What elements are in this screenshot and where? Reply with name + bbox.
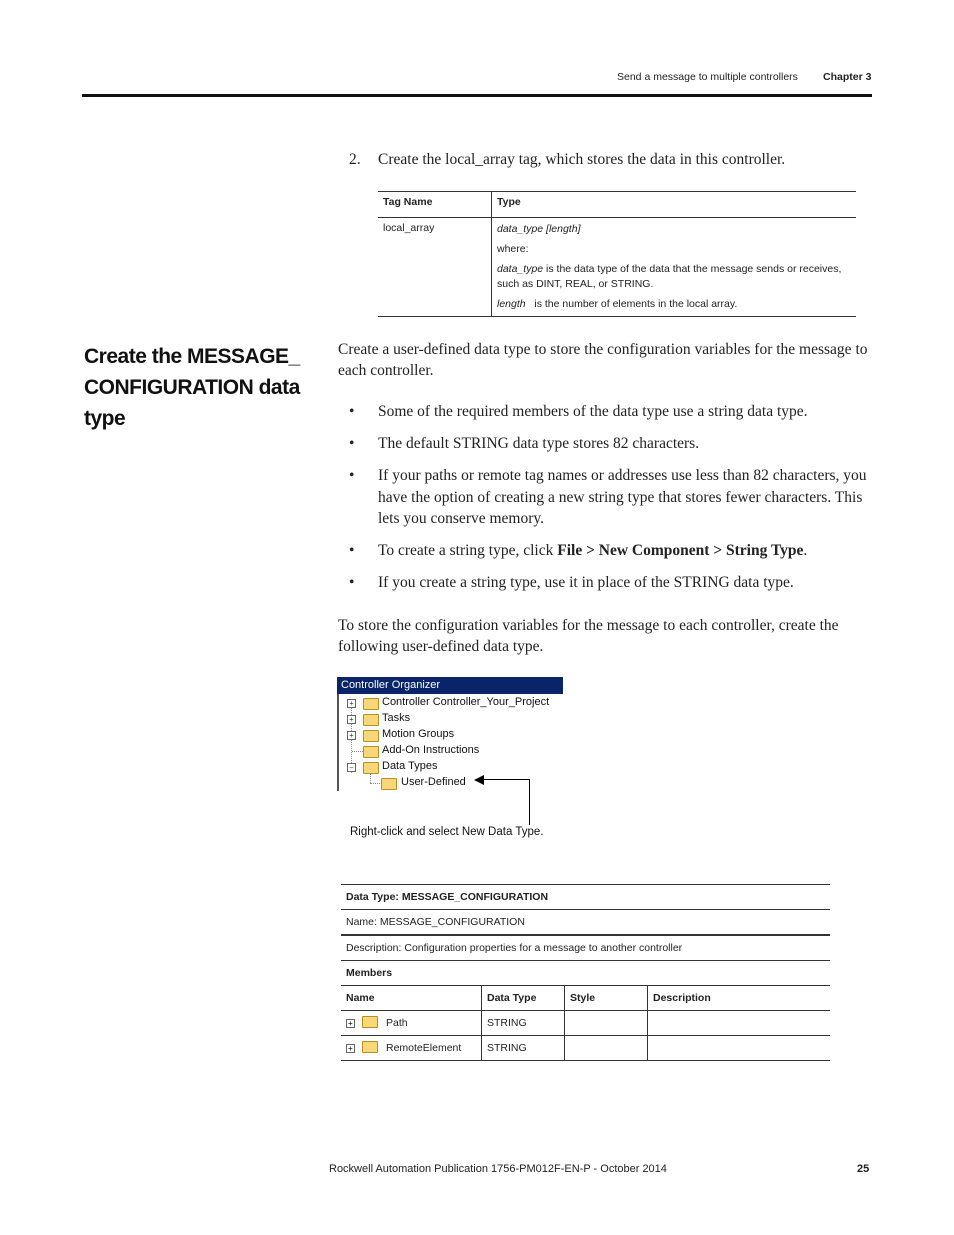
bullet-dot: • — [349, 574, 355, 591]
col-name: Name — [341, 986, 482, 1011]
bullet-prefix: To create a string type, click — [378, 542, 558, 559]
running-header-section: Send a message to multiple controllers — [617, 71, 798, 83]
tag-name-cell: local_array — [378, 218, 492, 317]
expand-icon[interactable]: + — [346, 1044, 355, 1053]
bullet-text: Some of the required members of the data type use a string data type. — [378, 403, 808, 420]
folder-icon — [363, 714, 379, 726]
bullet-suffix: . — [803, 542, 808, 559]
step-text: Create the local_array tag, which stores the data in this controller. — [378, 151, 786, 168]
member-name: RemoteElement — [386, 1041, 462, 1054]
dtype-description: Description: Configuration properties for a message to another controller — [341, 935, 830, 961]
folder-icon — [363, 698, 379, 710]
bullet-text: The default STRING data type stores 82 characters. — [378, 435, 700, 452]
running-header-chapter: Chapter 3 — [823, 71, 872, 83]
tree-item-user-defined[interactable]: User-Defined — [401, 776, 466, 788]
expand-icon[interactable]: + — [347, 699, 356, 708]
col-description: Description — [648, 986, 831, 1011]
step-number: 2. — [349, 151, 361, 168]
length-desc: is the number of elements in the local array. — [534, 298, 738, 310]
member-description — [648, 1011, 831, 1036]
table-row — [341, 1036, 830, 1061]
member-data-type: STRING — [482, 1036, 565, 1061]
member-style — [565, 1036, 648, 1061]
expand-icon[interactable]: + — [347, 715, 356, 724]
bullet-item — [349, 465, 869, 530]
organizer-title: Controller Organizer — [337, 677, 563, 694]
tree-item-add-on-instructions[interactable]: Add-On Instructions — [382, 744, 480, 756]
member-name-cell — [341, 1011, 482, 1036]
member-icons — [346, 1016, 386, 1030]
tree-line — [370, 783, 380, 784]
bullet-item — [349, 401, 869, 423]
tree-line — [370, 773, 371, 783]
folder-icon — [362, 1041, 378, 1053]
col-style: Style — [565, 986, 648, 1011]
bullet-text: If you create a string type, use it in place of the STRING data type. — [378, 574, 794, 591]
bullet-list — [349, 401, 869, 604]
bullet-dot: • — [349, 542, 355, 559]
expand-icon[interactable]: + — [346, 1019, 355, 1028]
controller-organizer-screenshot — [337, 677, 563, 791]
callout-line-horizontal — [482, 779, 530, 780]
menu-path: File > New Component > String Type — [557, 542, 804, 559]
bullet-item — [349, 540, 869, 562]
callout-caption: Right-click and select New Data Type. — [350, 826, 544, 838]
tree-item-tasks[interactable]: Tasks — [382, 712, 411, 724]
data-type-term: data_type — [497, 263, 544, 275]
tree-item-controller[interactable]: Controller Controller_Your_Project — [382, 696, 550, 708]
data-type-table — [341, 884, 830, 1061]
folder-icon — [363, 746, 379, 758]
member-name: Path — [386, 1016, 408, 1029]
footer-publication: Rockwell Automation Publication 1756-PM012F-EN-P - October 2014 — [329, 1163, 667, 1175]
store-paragraph: To store the configuration variables for the message to each controller, create the following user-defined data type. — [338, 617, 839, 655]
page-number: 25 — [857, 1163, 870, 1175]
open-folder-icon — [363, 762, 379, 774]
data-type-desc: is the data type of the data that the message sends or receives, such as DINT, REAL, or STRING. — [497, 263, 842, 290]
bullet-dot: • — [349, 435, 355, 452]
dtype-name: Name: MESSAGE_CONFIGURATION — [341, 910, 830, 936]
bullet-dot: • — [349, 467, 355, 484]
section-heading-line2: CONFIGURATION data type — [84, 376, 300, 430]
length-definition — [497, 297, 851, 312]
members-label: Members — [341, 961, 830, 986]
tree-item-motion-groups[interactable]: Motion Groups — [382, 728, 455, 740]
data-type-definition — [497, 262, 851, 292]
member-description — [648, 1036, 831, 1061]
callout-arrowhead — [474, 775, 484, 785]
intro-paragraph: Create a user-defined data type to store the configuration variables for the message to each controller. — [338, 341, 868, 379]
col-type: Type — [492, 192, 857, 218]
collapse-icon[interactable]: − — [347, 763, 356, 772]
where-label: where: — [497, 243, 529, 255]
col-data-type: Data Type — [482, 986, 565, 1011]
step-2 — [349, 151, 785, 169]
tree-line — [352, 751, 363, 752]
type-cell — [492, 218, 857, 317]
table-row — [341, 1011, 830, 1036]
bullet-item — [349, 433, 869, 455]
member-name-cell — [341, 1036, 482, 1061]
callout-line-vertical — [529, 779, 530, 825]
expand-icon[interactable]: + — [347, 731, 356, 740]
tag-table — [378, 191, 856, 317]
member-icons — [346, 1041, 386, 1055]
user-defined-folder-icon — [381, 778, 397, 790]
organizer-edge — [337, 694, 339, 791]
dtype-title: Data Type: MESSAGE_CONFIGURATION — [341, 885, 830, 910]
section-heading-line1: Create the MESSAGE_ — [84, 345, 300, 368]
col-tag-name: Tag Name — [378, 192, 492, 218]
folder-icon — [363, 730, 379, 742]
folder-icon — [362, 1016, 378, 1028]
section-heading — [84, 341, 329, 434]
member-data-type: STRING — [482, 1011, 565, 1036]
header-rule — [82, 94, 872, 97]
type-syntax: data_type [length] — [497, 223, 581, 235]
bullet-item — [349, 572, 869, 594]
bullet-text: If your paths or remote tag names or addresses use less than 82 characters, you have the option of creating a new string type that stores fewer characters. This lets you conserve memory. — [378, 467, 867, 527]
length-term: length — [497, 298, 526, 310]
member-style — [565, 1011, 648, 1036]
bullet-dot: • — [349, 403, 355, 420]
tree-item-data-types[interactable]: Data Types — [382, 760, 438, 772]
